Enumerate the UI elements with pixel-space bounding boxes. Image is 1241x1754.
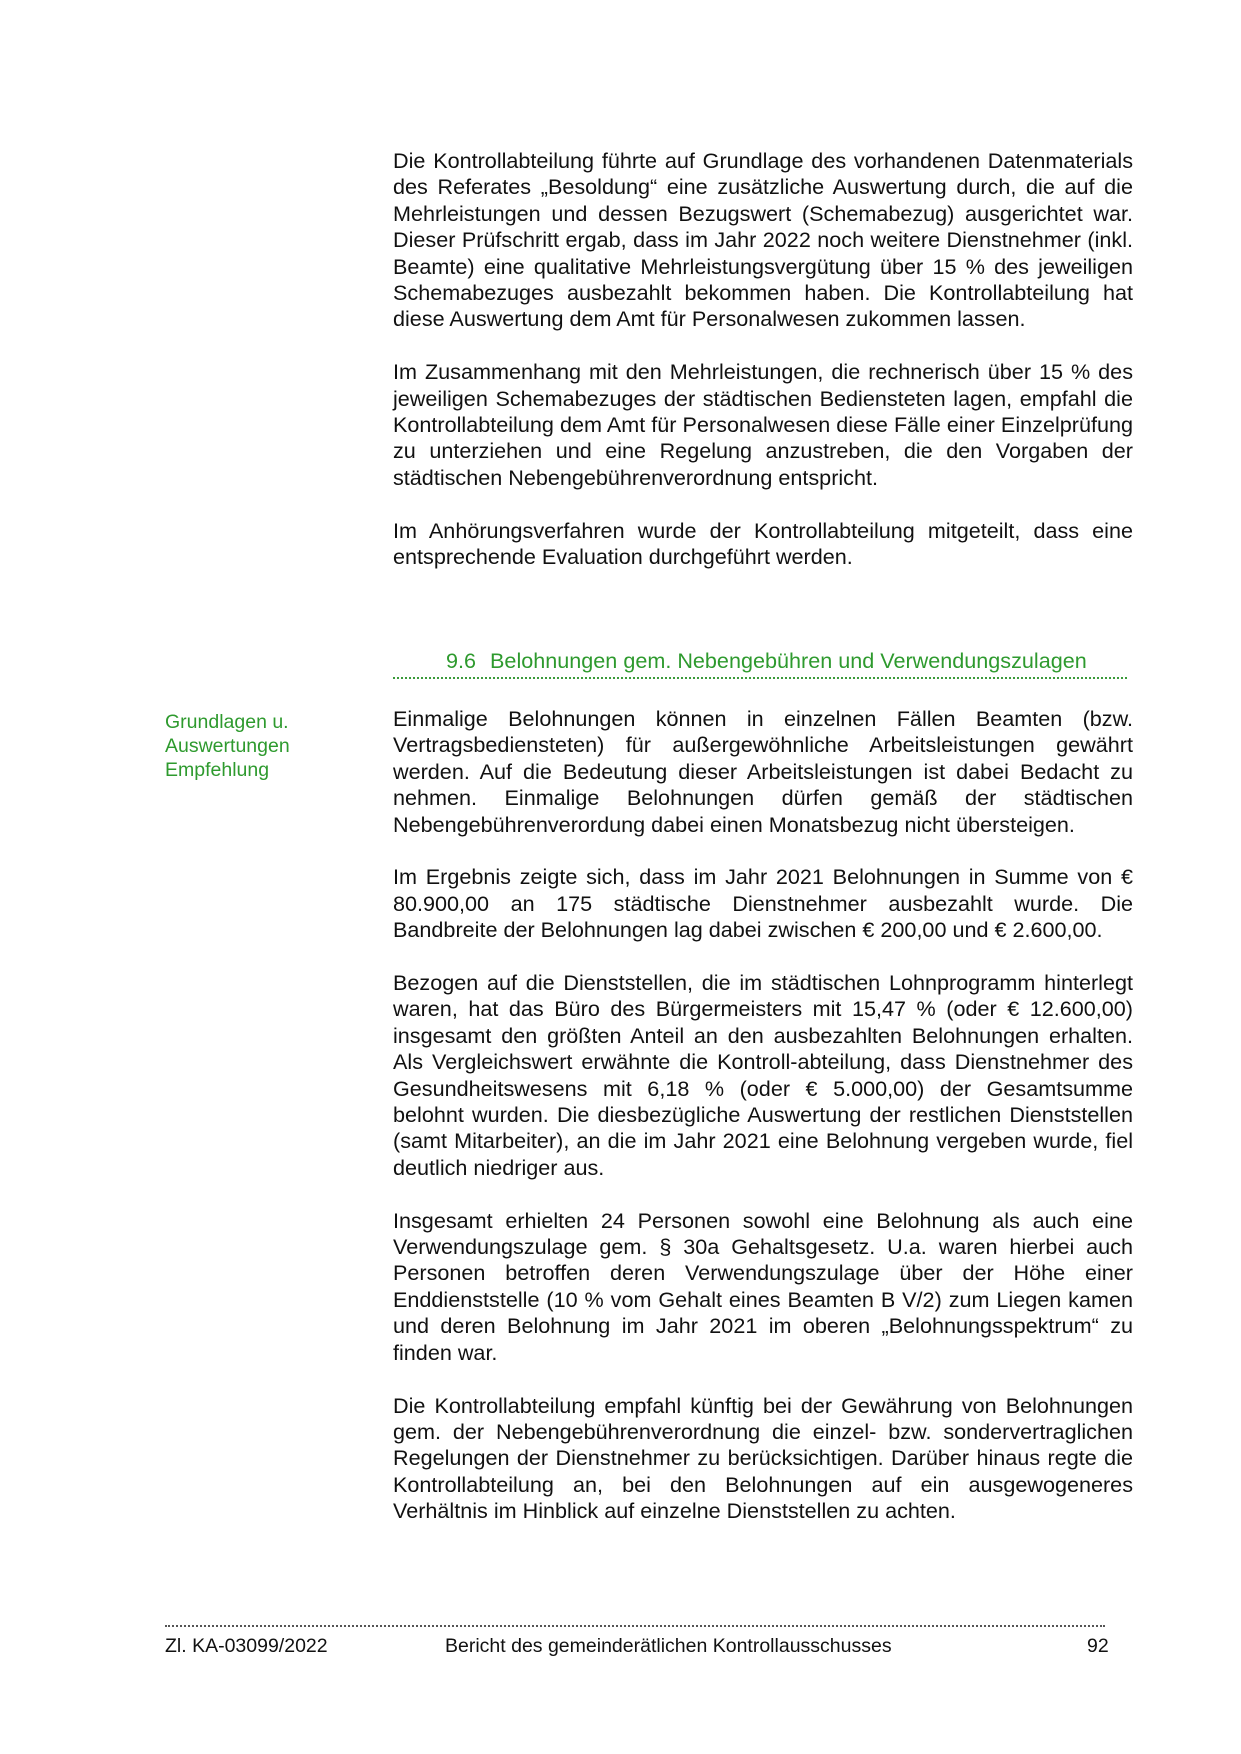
margin-notes (165, 710, 355, 782)
paragraph: Einmalige Belohnungen können in einzelnen Fällen Beamten (bzw. Vertragsbediensteten) für außergewöhnliche Arbeitsleistungen gewährt werden. Auf die Bedeutung dieser Arbeitsleistungen ist dabei Bedacht zu nehmen. Einmalige Belohnungen dürfen gemäß der städtischen Nebengebührenverordung dabei einen Monatsbezug nicht übersteigen. (393, 706, 1133, 837)
footer-reference: Zl. KA-03099/2022 (165, 1635, 328, 1657)
paragraph: Bezogen auf die Dienststellen, die im städtischen Lohnprogramm hinterlegt waren, hat das Büro des Bürgermeisters mit 15,47 % (oder € 12.600,00) insgesamt den größten Anteil an den ausbezahlten Belohnungen erhalten. Als Vergleichswert erwähnte die Kontroll-abteilung, dass Dienstnehmer des Gesundheitswesens mit 6,18 % (oder € 5.000,00) der Gesamtsumme belohnt wurden. Die diesbezügliche Auswertung der restlichen Dienststellen (samt Mitarbeiter), an die im Jahr 2021 eine Belohnung vergeben wurde, fiel deutlich niedriger aus. (393, 970, 1133, 1180)
paragraph: Im Ergebnis zeigte sich, dass im Jahr 2021 Belohnungen in Summe von € 80.900,00 an 175 städtische Dienstnehmer ausbezahlt wurde. Die Bandbreite der Belohnungen lag dabei zwischen € 200,00 und € 2.600,00. (393, 864, 1133, 943)
footer-title: Bericht des gemeinderätlichen Kontrollausschusses (445, 1635, 892, 1657)
section-number: 9.6 (446, 648, 477, 673)
paragraph: Die Kontrollabteilung empfahl künftig bei der Gewährung von Belohnungen gem. der Nebengebührenverordnung die einzel- bzw. sondervertraglichen Regelungen der Dienstnehmer zu berücksichtigen. Darüber hinaus regte die Kontrollabteilung an, bei den Belohnungen auf ein ausgewogeneres Verhältnis im Hinblick auf einzelne Dienststellen zu achten. (393, 1392, 1133, 1524)
paragraph: Insgesamt erhielten 24 Personen sowohl eine Belohnung als auch eine Verwendungszulage gem. § 30a Gehaltsgesetz. U.a. waren hierbei auch Personen betroffen deren Verwendungszulage über der Höhe einer Enddienststelle (10 % vom Gehalt eines Beamten B V/2) zum Liegen kamen und deren Belohnung im Jahr 2021 im oberen „Belohnungsspektrum“ zu finden war. (393, 1207, 1133, 1365)
page-number: 92 (1087, 1635, 1109, 1657)
footer-divider (165, 1625, 1105, 1627)
paragraph: Im Anhörungsverfahren wurde der Kontrollabteilung mitgeteilt, dass eine entsprechende Evaluation durchgeführt werden. (393, 517, 1133, 570)
section-title: Belohnungen gem. Nebengebühren und Verwendungszulagen (490, 648, 1087, 673)
margin-note: Empfehlung (165, 759, 270, 781)
margin-note: Grundlagen u. (165, 711, 289, 733)
section-text-block (393, 706, 1133, 1525)
section-heading (393, 648, 1127, 679)
paragraph: Die Kontrollabteilung führte auf Grundlage des vorhandenen Datenmaterials des Referates „Besoldung“ eine zusätzliche Auswertung durch, die auf die Mehrleistungen und dessen Bezugswert (Schemabezug) ausgerichtet war. Dieser Prüfschritt ergab, dass im Jahr 2022 noch weitere Dienstnehmer (inkl. Beamte) eine qualitative Mehrleistungsvergütung über 15 % des jeweiligen Schemabezuges ausbezahlt bekommen haben. Die Kontrollabteilung hat diese Auswertung dem Amt für Personalwesen zukommen lassen. (393, 148, 1133, 332)
margin-note: Auswertungen (165, 735, 290, 757)
paragraph: Im Zusammenhang mit den Mehrleistungen, die rechnerisch über 15 % des jeweiligen Schemabezuges der städtischen Bediensteten lagen, empfahl die Kontrollabteilung dem Amt für Personalwesen diese Fälle einer Einzelprüfung zu unterziehen und eine Regelung anzustreben, die den Vorgaben der städtischen Nebengebührenverordnung entspricht. (393, 359, 1133, 490)
intro-text-block (393, 148, 1133, 570)
